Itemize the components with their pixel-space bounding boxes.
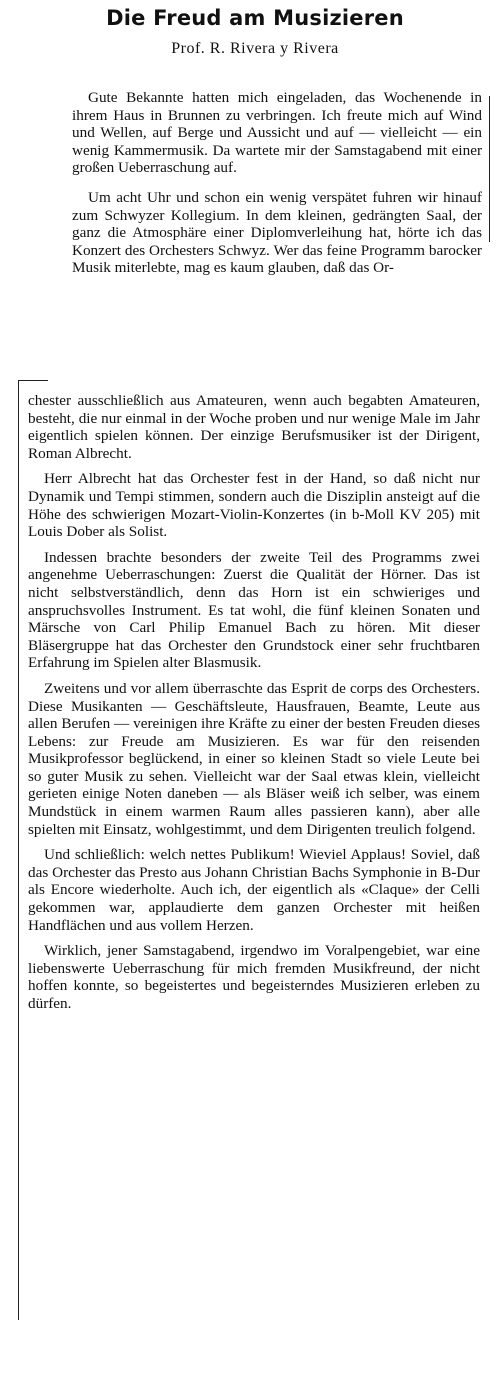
paragraph: Und schließlich: welch nettes Publikum! Wieviel Applaus! Soviel, daß das Orchester das Presto aus Johann Christian Bachs Symphonie in B-Dur als Encore wiederholte. Auch ich, der eigentlich als «Claque» der Celli gekommen war, applaudierte dem ganzen Orchester mit heißen Handflächen und aus vollem Herzen. xyxy=(28,846,480,934)
article-author: Prof. R. Rivera y Rivera xyxy=(171,40,339,57)
article-column-bottom xyxy=(28,392,480,1021)
article-column-top xyxy=(72,89,482,289)
paragraph: Indessen brachte besonders der zweite Teil des Programms zwei angenehme Ueberraschungen: Zuerst die Qualität der Hörner. Das ist nicht selbstverständlich, denn das Horn ist ein schwieriges und anspruchsvolles Instrument. Es tat wohl, die fünf kleinen Sonaten und Märsche von Carl Philip Emanuel Bach zu hören. Mit dieser Bläsergruppe hat das Orchester den Grundstock einer sehr fruchtbaren Erfahrung im Spielen alter Blasmusik. xyxy=(28,548,480,672)
article-title: Die Freud am Musizieren xyxy=(106,6,404,30)
paragraph: Zweitens und vor allem überraschte das Esprit de corps des Orchesters. Diese Musikanten — Geschäftsleute, Hausfrauen, Beamte, Leute aus allen Berufen — vereinigen ihre Kräfte zu einer der besten Freuden dieses Lebens: zur Freude am Musizieren. Es war für den reisenden Musikprofessor beglückend, in einer so kleinen Stadt so viele Leute bei so guter Musik zu sehen. Vielleicht war der Saal etwas klein, vielleicht gerieten einige Noten daneben — als Bläser weiß ich selber, was einem Mundstück in einem warmen Raum alles passieren kann), aber alle spielten mit Einsatz, wohlgestimmt, und dem Dirigenten treulich folgend. xyxy=(28,679,480,838)
column-rule-right xyxy=(489,96,490,242)
column-rule-left xyxy=(18,380,19,1320)
paragraph: Gute Bekannte hatten mich eingeladen, das Wochenende in ihrem Haus in Brunnen zu verbringen. Ich freute mich auf Wind und Wellen, auf Berge und Aussicht und auf — vielleicht — ein wenig Kammermusik. Da wartete mir der Samstagabend mit einer großen Ueberraschung auf. xyxy=(72,89,482,177)
paragraph: Um acht Uhr und schon ein wenig verspätet fuhren wir hinauf zum Schwyzer Kollegium. In dem kleinen, gedrängten Saal, der ganz die Atmosphäre einer Diplomverleihung hat, hörte ich das Konzert des Orchesters Schwyz. Wer das feine Programm barocker Musik miterlebte, mag es kaum glauben, daß das Or- xyxy=(72,188,482,277)
column-rule-join xyxy=(18,380,48,381)
paragraph: Wirklich, jener Samstagabend, irgendwo im Voralpengebiet, war eine liebenswerte Ueberraschung für mich fremden Musikfreund, der nicht hoffen konnte, so begeistertes und begeisterndes Musizieren erleben zu dürfen. xyxy=(28,942,480,1012)
paragraph: Herr Albrecht hat das Orchester fest in der Hand, so daß nicht nur Dynamik und Tempi stimmen, sondern auch die Disziplin ansteigt auf die Höhe des schwierigen Mozart-Violin-Konzertes (in b-Moll KV 205) mit Louis Dober als Solist. xyxy=(28,470,480,541)
paragraph: chester ausschließlich aus Amateuren, wenn auch begabten Amateuren, besteht, die nur einmal in der Woche proben und nur wenige Male im Jahr eigentlich spielen können. Der einzige Berufsmusiker ist der Dirigent, Roman Albrecht. xyxy=(28,392,480,462)
